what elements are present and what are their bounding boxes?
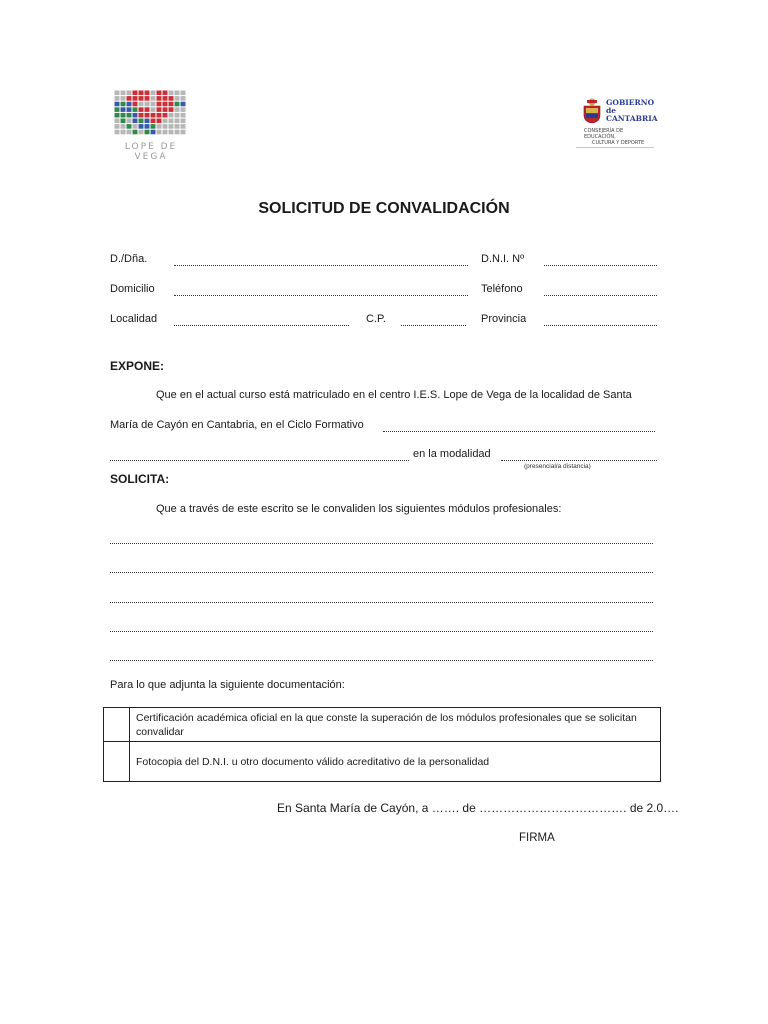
modality-hint: (presencial/a distancia) xyxy=(524,463,591,470)
logo-grid-cell xyxy=(175,91,180,96)
phone-field[interactable] xyxy=(544,295,657,296)
logo-grid-cell xyxy=(163,119,168,124)
logo-grid-cell xyxy=(133,91,138,96)
logo-grid-cell xyxy=(151,124,156,129)
address-label: Domicilio xyxy=(110,283,155,295)
province-field[interactable] xyxy=(544,325,657,326)
logo-grid-cell xyxy=(151,119,156,124)
table-row xyxy=(104,742,661,782)
document-checkbox[interactable] xyxy=(104,742,130,782)
document-item: Certificación académica oficial en la que conste la superación de los módulos profesionales que se solicitan convalidar xyxy=(130,708,661,742)
logo-grid-cell xyxy=(139,107,144,112)
logo-grid-cell xyxy=(115,91,120,96)
document-checkbox[interactable] xyxy=(104,708,130,742)
logo-grid-cell xyxy=(157,124,162,129)
logo-grid-cell xyxy=(169,119,174,124)
logo-grid-cell xyxy=(163,102,168,107)
logo-grid-cell xyxy=(145,102,150,107)
logo-grid-cell xyxy=(175,124,180,129)
logo-grid-cell xyxy=(169,91,174,96)
logo-grid-cell xyxy=(175,102,180,107)
logo-grid-cell xyxy=(133,113,138,118)
postal-code-label: C.P. xyxy=(366,313,386,325)
logo-grid-cell xyxy=(151,91,156,96)
logo-grid-cell xyxy=(115,102,120,107)
modules-line-2[interactable] xyxy=(110,572,653,573)
logo-grid-cell xyxy=(145,124,150,129)
lope-de-vega-grid-icon xyxy=(114,90,188,138)
logo-grid-cell xyxy=(139,96,144,101)
modality-label: en la modalidad xyxy=(413,448,491,460)
logo-grid-cell xyxy=(169,102,174,107)
logo-grid-cell xyxy=(115,130,120,135)
documents-intro: Para lo que adjunta la siguiente documentación: xyxy=(110,679,345,691)
logo-grid-cell xyxy=(163,107,168,112)
dept-line: CULTURA Y DEPORTE xyxy=(592,140,645,146)
consejeria-name xyxy=(584,128,654,146)
logo-grid-cell xyxy=(181,113,186,118)
logo-grid-cell xyxy=(133,102,138,107)
gov-name-line: CANTABRIA xyxy=(606,114,658,123)
dni-field[interactable] xyxy=(544,265,657,266)
logo-grid-cell xyxy=(169,113,174,118)
cycle-field-continued[interactable] xyxy=(110,460,409,461)
modules-line-4[interactable] xyxy=(110,631,653,632)
lope-de-vega-logo-text: LOPE DE VEGA xyxy=(124,142,178,162)
gobierno-cantabria-logo xyxy=(576,95,658,148)
modality-field[interactable] xyxy=(501,460,657,461)
logo-grid-cell xyxy=(151,113,156,118)
logo-grid-cell xyxy=(121,91,126,96)
modules-line-5[interactable] xyxy=(110,660,653,661)
logo-grid-cell xyxy=(139,102,144,107)
logo-grid-cell xyxy=(127,124,132,129)
logo-grid-cell xyxy=(163,91,168,96)
dni-label: D.N.I. Nº xyxy=(481,253,525,265)
phone-label: Teléfono xyxy=(481,283,523,295)
logo-grid-cell xyxy=(157,130,162,135)
table-row xyxy=(104,708,661,742)
date-month-field[interactable]: ………………………………. xyxy=(479,801,627,815)
document-item: Fotocopia del D.N.I. u otro documento válido acreditativo de la personalidad xyxy=(130,742,661,782)
solicita-heading: SOLICITA: xyxy=(110,472,170,486)
logo-grid-cell xyxy=(127,91,132,96)
gov-name-line: GOBIERNO xyxy=(606,98,655,107)
date-line xyxy=(277,801,679,815)
logo-grid-cell xyxy=(175,113,180,118)
town-field[interactable] xyxy=(174,325,349,326)
logo-grid-cell xyxy=(121,107,126,112)
dept-line: CONSEJERÍA DE EDUCACIÓN, xyxy=(584,128,624,140)
logo-grid-cell xyxy=(163,124,168,129)
logo-grid-cell xyxy=(145,119,150,124)
logo-grid-cell xyxy=(115,113,120,118)
logo-grid-cell xyxy=(139,119,144,124)
logo-grid-cell xyxy=(175,107,180,112)
logo-grid-cell xyxy=(115,119,120,124)
logo-grid-cell xyxy=(133,107,138,112)
logo-grid-cell xyxy=(145,113,150,118)
logo-grid-cell xyxy=(121,96,126,101)
logo-grid-cell xyxy=(115,107,120,112)
lope-de-vega-logo xyxy=(112,90,190,162)
logo-grid-cell xyxy=(145,91,150,96)
logo-grid-cell xyxy=(181,124,186,129)
logo-grid-cell xyxy=(163,113,168,118)
logo-grid-cell xyxy=(121,113,126,118)
logo-grid-cell xyxy=(157,102,162,107)
logo-grid-cell xyxy=(163,130,168,135)
date-line-prefix: En Santa María de Cayón, a ……. de xyxy=(277,801,476,815)
name-field[interactable] xyxy=(174,265,468,266)
logo-grid-cell xyxy=(151,96,156,101)
expone-line-1: Que en el actual curso está matriculado en el centro I.E.S. Lope de Vega de la localidad de Santa xyxy=(156,389,632,401)
signature-label: FIRMA xyxy=(519,832,555,844)
logo-grid-cell xyxy=(181,96,186,101)
logo-grid-cell xyxy=(175,96,180,101)
logo-grid-cell xyxy=(169,130,174,135)
logo-grid-cell xyxy=(145,130,150,135)
logo-grid-cell xyxy=(127,102,132,107)
date-line-suffix: de 2.0…. xyxy=(629,801,679,815)
logo-grid-cell xyxy=(121,124,126,129)
logo-grid-cell xyxy=(133,96,138,101)
logo-grid-cell xyxy=(157,113,162,118)
logo-grid-cell xyxy=(169,96,174,101)
logo-grid-cell xyxy=(145,107,150,112)
logo-grid-cell xyxy=(157,107,162,112)
document-title: SOLICITUD DE CONVALIDACIÓN xyxy=(258,200,510,217)
logo-grid-cell xyxy=(127,107,132,112)
gobierno-cantabria-name xyxy=(606,99,658,123)
logo-grid-cell xyxy=(181,119,186,124)
logo-grid-cell xyxy=(157,96,162,101)
logo-grid-cell xyxy=(139,113,144,118)
logo-grid-cell xyxy=(139,124,144,129)
postal-code-field[interactable] xyxy=(401,325,466,326)
logo-grid-cell xyxy=(133,119,138,124)
logo-grid-cell xyxy=(157,119,162,124)
logo-grid-cell xyxy=(121,102,126,107)
modules-line-1[interactable] xyxy=(110,543,653,544)
logo-grid-cell xyxy=(157,91,162,96)
logo-grid-cell xyxy=(169,124,174,129)
logo-grid-cell xyxy=(121,119,126,124)
expone-line-2: María de Cayón en Cantabria, en el Ciclo Formativo xyxy=(110,419,364,431)
gov-name-line: de xyxy=(606,106,617,115)
logo-grid-cell xyxy=(181,102,186,107)
logo-grid-cell xyxy=(127,96,132,101)
logo-grid-cell xyxy=(139,91,144,96)
logo-grid-cell xyxy=(115,124,120,129)
logo-grid-cell xyxy=(181,91,186,96)
town-label: Localidad xyxy=(110,313,158,325)
documents-table xyxy=(103,707,661,782)
logo-grid-cell xyxy=(139,130,144,135)
logo-grid-cell xyxy=(151,107,156,112)
province-label: Provincia xyxy=(481,313,527,325)
logo-grid-cell xyxy=(127,113,132,118)
logo-grid-cell xyxy=(127,130,132,135)
logo-grid-cell xyxy=(133,124,138,129)
logo-grid-cell xyxy=(121,130,126,135)
solicita-line-1: Que a través de este escrito se le convaliden los siguientes módulos profesionales: xyxy=(156,503,562,515)
logo-grid-cell xyxy=(145,96,150,101)
address-field[interactable] xyxy=(174,295,468,296)
logo-grid-cell xyxy=(151,102,156,107)
logo-grid-cell xyxy=(163,96,168,101)
logo-grid-cell xyxy=(181,107,186,112)
modules-line-3[interactable] xyxy=(110,602,653,603)
name-label: D./Dña. xyxy=(110,253,148,265)
logo-grid-cell xyxy=(115,96,120,101)
cycle-field[interactable] xyxy=(383,431,655,432)
logo-grid-cell xyxy=(181,130,186,135)
logo-grid-cell xyxy=(175,119,180,124)
logo-grid-cell xyxy=(151,130,156,135)
logo-grid-cell xyxy=(175,130,180,135)
logo-grid-cell xyxy=(169,107,174,112)
coat-of-arms-icon xyxy=(582,98,602,124)
logo-grid-cell xyxy=(127,119,132,124)
expone-heading: EXPONE: xyxy=(110,359,165,373)
logo-grid-cell xyxy=(133,130,138,135)
